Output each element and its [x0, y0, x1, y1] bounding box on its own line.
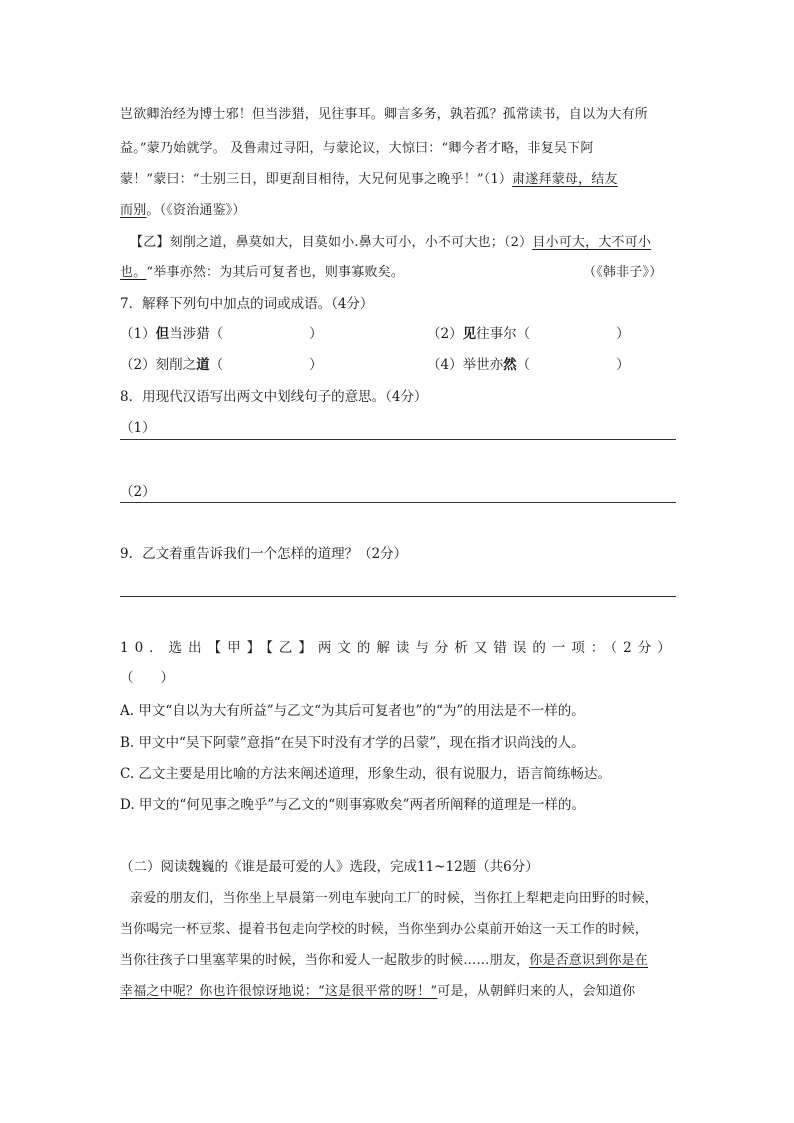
- q9-answer-line[interactable]: [120, 596, 676, 597]
- q8-answer-1-label: （1）: [120, 420, 156, 436]
- q7-item-1: （1）但当涉猎（ ）: [120, 326, 323, 342]
- yi-source: （《韩非子》）: [583, 265, 663, 280]
- yi-line-2: 也。“举事亦然：为其后可复者也，则事寡败矣。: [120, 265, 405, 280]
- q10-option-d: D. 甲文的“何见事之晚乎”与乙文的“则事寡败矣”两者所阐释的道理是一样的。: [120, 797, 586, 813]
- underlined-sentence-3a: 你是否意识到你是在: [529, 953, 649, 968]
- jia-line-3: 蒙！”蒙曰：“士别三日，即更刮目相待，大兄何见事之晚乎！”（1）肃遂拜蒙母，结友: [120, 172, 618, 187]
- sec2-line-2: 当你喝完一杯豆浆、提着书包走向学校的时候，当你坐到办公桌前开始这一天工作的时候，: [120, 922, 649, 937]
- underlined-sentence-1b: 而别: [120, 203, 147, 218]
- underlined-sentence-2b: 也。: [120, 265, 147, 280]
- q8-answer-1-line[interactable]: [120, 439, 676, 440]
- q9-title: 9．乙文着重告诉我们一个怎样的道理？（2分）: [120, 546, 408, 562]
- sec2-line-1: 亲爱的朋友们，当你坐上早晨第一列电车驶向工厂的时候，当你扛上犁耙走向田野的时候，: [130, 891, 659, 906]
- q10-option-a: A. 甲文“自以为大有所益”与乙文“为其后可复者也”的“为”的用法是不一样的。: [120, 703, 585, 719]
- yi-line-1: 【乙】刻削之道，鼻莫如大，目莫如小.鼻大可小，小不可大也；（2）目小可大，大不可小: [130, 235, 652, 250]
- underlined-sentence-3b: 幸福之中呢？你也许很惊讶地说：“这是很平常的呀！”: [120, 984, 438, 999]
- underlined-sentence-2a: 目小可大，大不可小: [532, 235, 652, 250]
- q10-answer-paren[interactable]: （ ）: [120, 670, 174, 686]
- q10-title: 10．选出【甲】【乙】两文的解读与分析又错误的一项：（2分）: [120, 640, 677, 656]
- q7-item-2: （2）见往事尔（ ）: [427, 326, 630, 342]
- q7-item-4: （4）举世亦然（ ）: [427, 357, 630, 373]
- q8-title: 8．用现代汉语写出两文中划线句子的意思。（4分）: [120, 389, 428, 405]
- q10-option-b: B. 甲文中“吴下阿蒙”意指“在吴下时没有才学的吕蒙”，现在指才识尚浅的人。: [120, 735, 585, 751]
- q7-title: 7．解释下列句中加点的词或成语。（4分）: [120, 296, 374, 312]
- sec2-line-3: 当你往孩子口里塞苹果的时候，当你和爱人一起散步的时候……朋友，你是否意识到你是在: [120, 953, 649, 968]
- q8-answer-2-label: （2）: [120, 484, 156, 500]
- sec2-line-4: 幸福之中呢？你也许很惊讶地说：“这是很平常的呀！”可是，从朝鲜归来的人，会知道你: [120, 984, 636, 999]
- q10-option-c: C. 乙文主要是用比喻的方法来阐述道理，形象生动，很有说服力，语言简练畅达。: [120, 766, 611, 782]
- q8-answer-2-line[interactable]: [120, 502, 676, 503]
- section-2-title: （二）阅读魏巍的《谁是最可爱的人》选段，完成11~12题（共6分）: [120, 859, 539, 875]
- jia-line-2: 益。”蒙乃始就学。 及鲁肃过寻阳，与蒙论议，大惊曰：“卿今者才略，非复吴下阿: [120, 141, 594, 156]
- jia-line-1: 岂欲卿治经为博士邪！但当涉猎，见往事耳。卿言多务，孰若孤？孤常读书，自以为大有所: [120, 107, 649, 122]
- jia-line-4: 而别。（《资治通鉴》）: [120, 203, 246, 218]
- q7-item-3: （2）刻削之道（ ）: [120, 357, 323, 373]
- underlined-sentence-1a: 肃遂拜蒙母，结友: [512, 172, 618, 187]
